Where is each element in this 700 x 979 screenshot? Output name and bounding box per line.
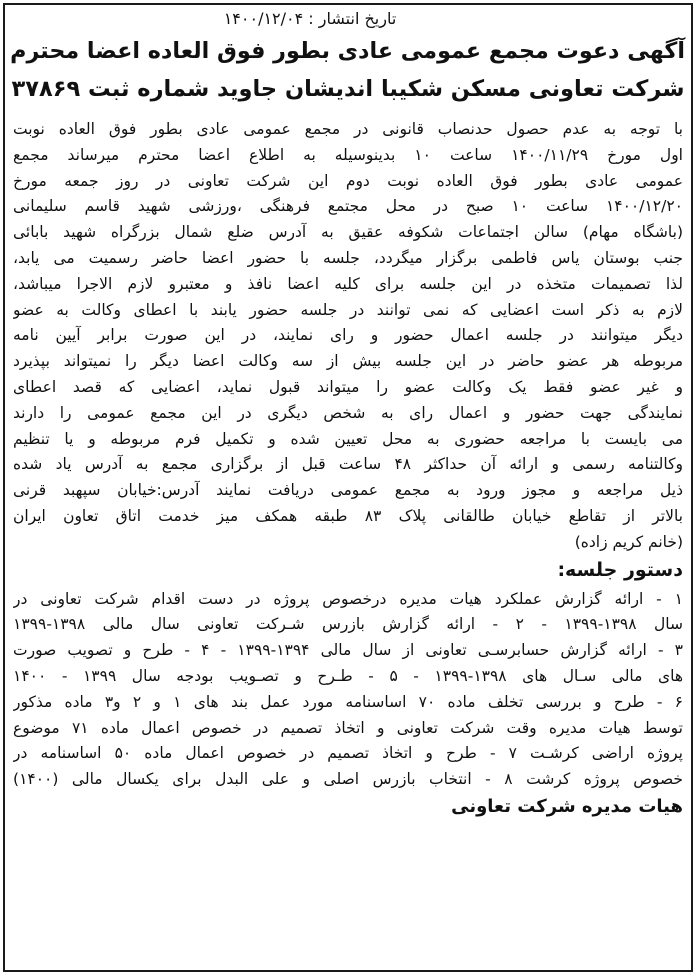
agenda-line: پروژه اراضی کرشـت ۷ - طرح و اتخاذ تصمیم در خصوص اعمال ماده ۵۰ اساسنامه در [13, 744, 683, 763]
body-line: بالاتر از تقاطع خیابان طالقانی پلاک ۸۳ طبقه همکف میز خدمت اتاق تعاون ایران [13, 506, 683, 525]
agenda-line: ۱ - ارائه گزارش عملکرد هیات مدیره درخصوص پروژه در دست اقدام شرکت تعاونی در [13, 589, 683, 608]
body-line: عمومی عادی بطور فوق العاده نوبت دوم این شرکت تعاونی در روز جمعه مورخ [13, 171, 683, 190]
agenda-line: توسط هیات مدیره وقت شرکت تعاونی و اتخاذ تصمیم در خصوص اعمال ماده ۷۱ موضوع [13, 718, 683, 737]
notice-frame [3, 3, 693, 972]
notice-title-line2: شرکت تعاونی مسکن شکیبا اندیشان جاوید شماره ثبت ۳۷۸۶۹ [11, 76, 685, 102]
body-line: و غیر عضو فقط یک وکالت عضو را میتواند قبول نماید، اعضایی که قصد اعطای [13, 377, 683, 396]
agenda-heading: دستور جلسه: [557, 558, 683, 581]
agenda-line: سال ۱۳۹۸-۱۳۹۹ - ۲ - ارائه گزارش بازرس شـرکت تعاونی سال مالی ۱۳۹۸-۱۳۹۹ [13, 615, 683, 634]
notice-title-line1: آگهی دعوت مجمع عمومی عادی بطور فوق العاده اعضا محترم [10, 38, 685, 64]
body-line: لذا تصمیمات متخذه در این جلسه برای کلیه اعضا نافذ و معتبرو لازم الاجرا میباشد، [13, 274, 683, 293]
body-line: نمایندگی جهت حضور و اعمال رای به شخص دیگری در این مجمع عمومی را دارند [13, 403, 683, 422]
body-line: اول مورخ ۱۴۰۰/۱۱/۲۹ ساعت ۱۰ بدینوسیله به اطلاع اعضا محترم میرساند مجمع [13, 145, 683, 164]
agenda-line: ۶ - طرح و بررسی تخلف ماده ۷۰ اساسنامه مورد عمل بند های ۱ و ۲ و۳ ماده مذکور [13, 692, 683, 711]
agenda-line: های مالی سـال های ۱۳۹۸-۱۳۹۹ - ۵ - طـرح و تصـویب بودجه سال ۱۳۹۹ - ۱۴۰۰ [13, 666, 683, 685]
body-line: (باشگاه مهام) سالن اجتماعات شکوفه عقیق به آدرس ضلع شمال بزرگراه شهید بابائی [13, 223, 683, 242]
body-line: (خانم کریم زاده) [574, 532, 683, 551]
publish-date: تاریخ انتشار : ۱۴۰۰/۱۲/۰۴ [223, 9, 397, 28]
agenda-line: خصوص پروژه کرشت ۸ - انتخاب بازرس اصلی و علی البدل برای یکسال مالی (۱۴۰۰) [13, 770, 683, 789]
body-line: می بایست با مراجعه حضوری به محل تعیین شده و تکمیل فرم مربوطه و یا تنظیم [13, 429, 683, 448]
body-line: با توجه به عدم حصول حدنصاب قانونی در مجمع عمومی عادی بطور فوق العاده نوبت [13, 120, 683, 138]
body-line: دیگر میتوانند در جلسه اعمال حضور و رای نمایند، در این صورت برابر آیین نامه [13, 326, 683, 345]
body-line: ذیل مراجعه و مجوز ورود به مجمع عمومی دریافت نمایند آدرس:خیابان سپهبد قرنی [13, 481, 683, 500]
agenda-line: ۳ - ارائه گزارش حسابرسـی تعاونی از سال مالی ۱۳۹۴-۱۳۹۹ - ۴ - طرح و تصویب صورت [13, 641, 683, 660]
body-line: وکالتنامه رسمی و ارائه آن حداکثر ۴۸ ساعت قبل از برگزاری مجمع به آدرس یاد شده [13, 455, 683, 474]
signature: هیات مدیره شرکت تعاونی [451, 795, 683, 817]
body-line: جنب بوستان یاس فاطمی برگزار میگردد، جلسه با حضور اعضا حاضر رسمیت می یابد، [13, 248, 683, 267]
body-line: مربوطه هر عضو حاضر در این جلسه بیش از سه وکالت اعضا دیگر را نمیتواند بپذیرد [13, 352, 683, 371]
agenda-list [13, 587, 683, 793]
body-line: لازم به ذکر است اعضایی که نمی توانند در جلسه حضور یابند با اعطای وکالت به عضو [13, 300, 683, 319]
notice-body [13, 117, 683, 821]
body-line: ۱۴۰۰/۱۲/۲۰ ساعت ۱۰ صبح در محل مجتمع فرهنگی ،ورزشی شهید قاسم سلیمانی [13, 197, 683, 216]
